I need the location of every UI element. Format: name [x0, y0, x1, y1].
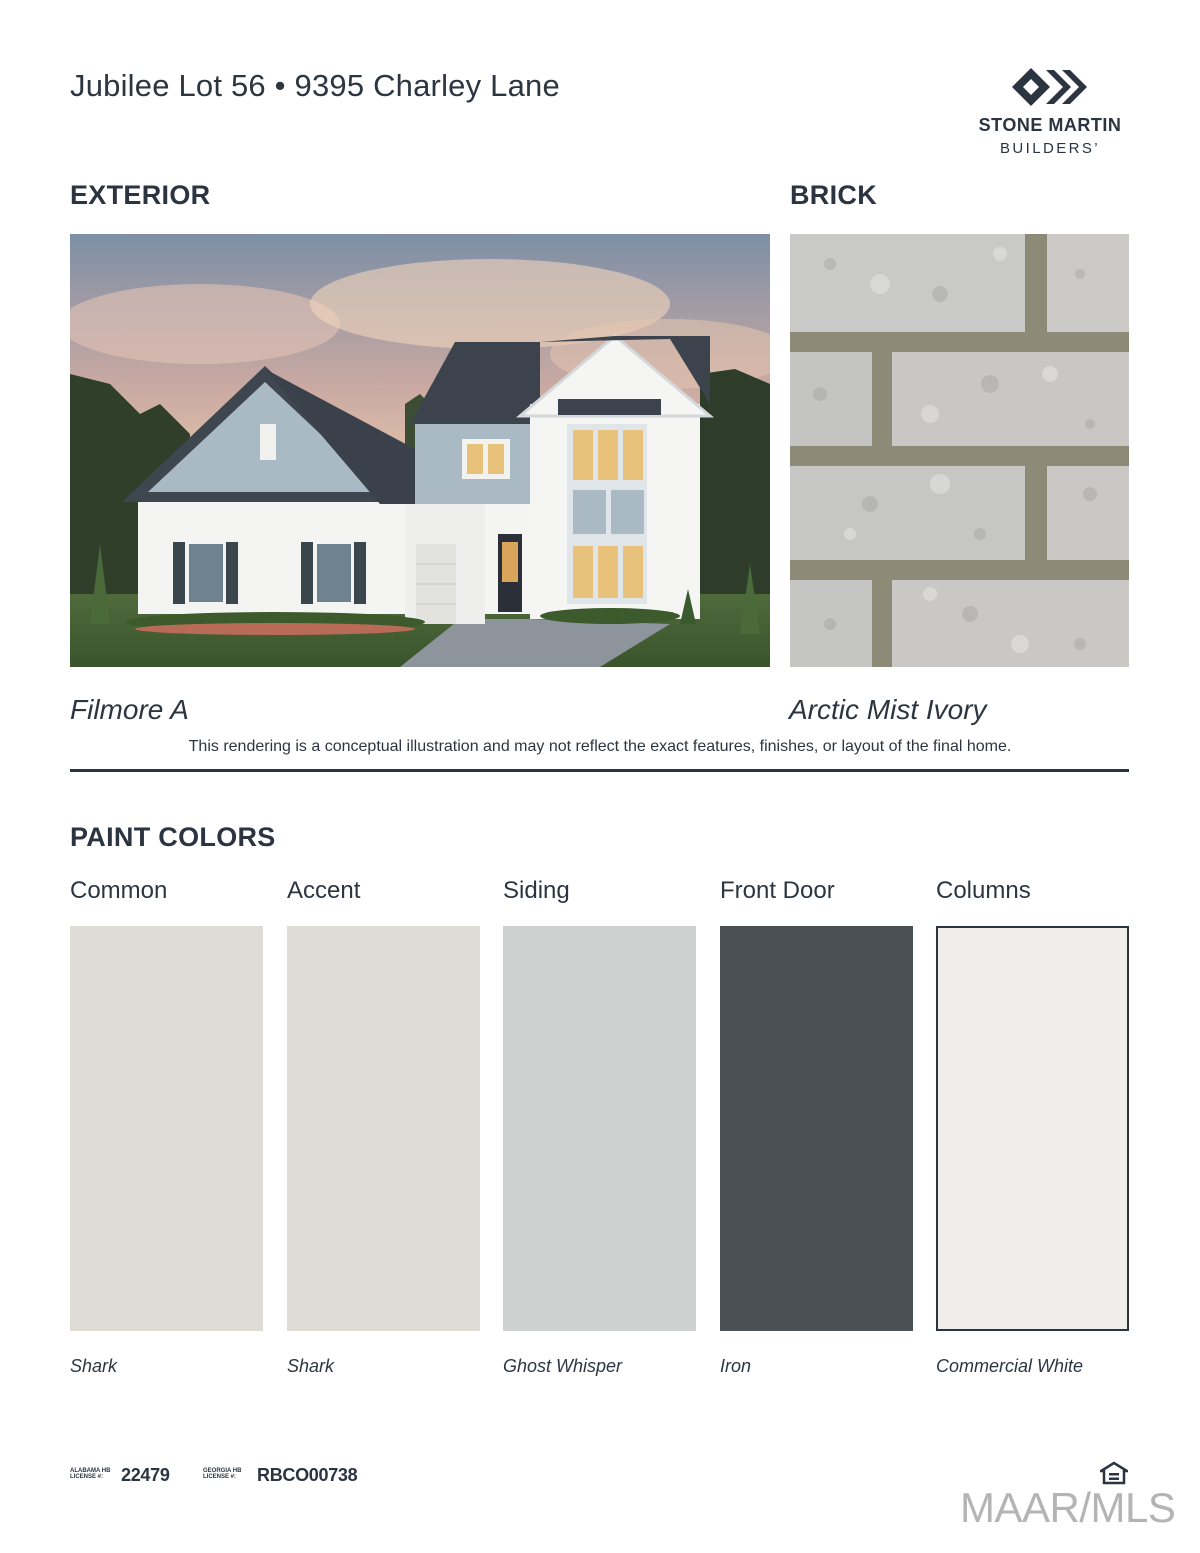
swatch-label-front-door: Front Door — [720, 877, 835, 904]
georgia-label-line1: GEORGIA HB — [203, 1468, 242, 1474]
alabama-license-number: 22479 — [121, 1465, 170, 1485]
alabama-license-label — [70, 1468, 110, 1480]
mls-watermark: MAAR/MLS — [960, 1484, 1176, 1531]
plan-name: Filmore A — [70, 694, 189, 725]
swatch-name-common: Shark — [70, 1356, 118, 1376]
swatch-name-front-door: Iron — [720, 1356, 752, 1376]
swatch-name-accent: Shark — [287, 1356, 335, 1376]
brick-sample-image — [790, 234, 1129, 667]
georgia-label-line2: LICENSE #: — [203, 1474, 237, 1480]
alabama-label-line1: ALABAMA HB — [70, 1468, 111, 1474]
paint-colors-heading: PAINT COLORS — [70, 822, 276, 852]
swatch-accent — [287, 926, 480, 1331]
swatch-common — [70, 926, 263, 1331]
page-title: Jubilee Lot 56 • 9395 Charley Lane — [70, 68, 560, 103]
disclaimer-text: This rendering is a conceptual illustration and may not reflect the exact features, finishes, or layout of the final home. — [188, 738, 1012, 755]
brand-subname: BUILDERS’ — [1000, 140, 1100, 157]
swatch-columns — [936, 926, 1129, 1331]
exterior-heading: EXTERIOR — [70, 180, 211, 210]
swatch-name-columns: Commercial White — [936, 1356, 1084, 1376]
swatch-front-door — [720, 926, 913, 1331]
swatch-label-columns: Columns — [936, 877, 1031, 904]
stone-martin-logo-icon — [1010, 66, 1090, 108]
swatch-name-siding: Ghost Whisper — [503, 1356, 623, 1376]
equal-housing-icon — [1100, 1461, 1128, 1485]
swatch-siding — [503, 926, 696, 1331]
georgia-license-label — [203, 1468, 241, 1480]
georgia-license-number: RBCO00738 — [257, 1465, 358, 1485]
brand-name: STONE MARTIN — [978, 115, 1122, 135]
swatch-label-accent: Accent — [287, 877, 361, 904]
exterior-rendering-image — [70, 234, 770, 667]
swatch-label-common: Common — [70, 877, 168, 904]
brick-name: Arctic Mist Ivory — [789, 694, 987, 725]
section-divider — [70, 769, 1129, 772]
alabama-label-line2: LICENSE #: — [70, 1474, 104, 1480]
brand-logo — [960, 66, 1140, 166]
brick-heading: BRICK — [790, 180, 877, 210]
swatch-label-siding: Siding — [503, 877, 570, 904]
